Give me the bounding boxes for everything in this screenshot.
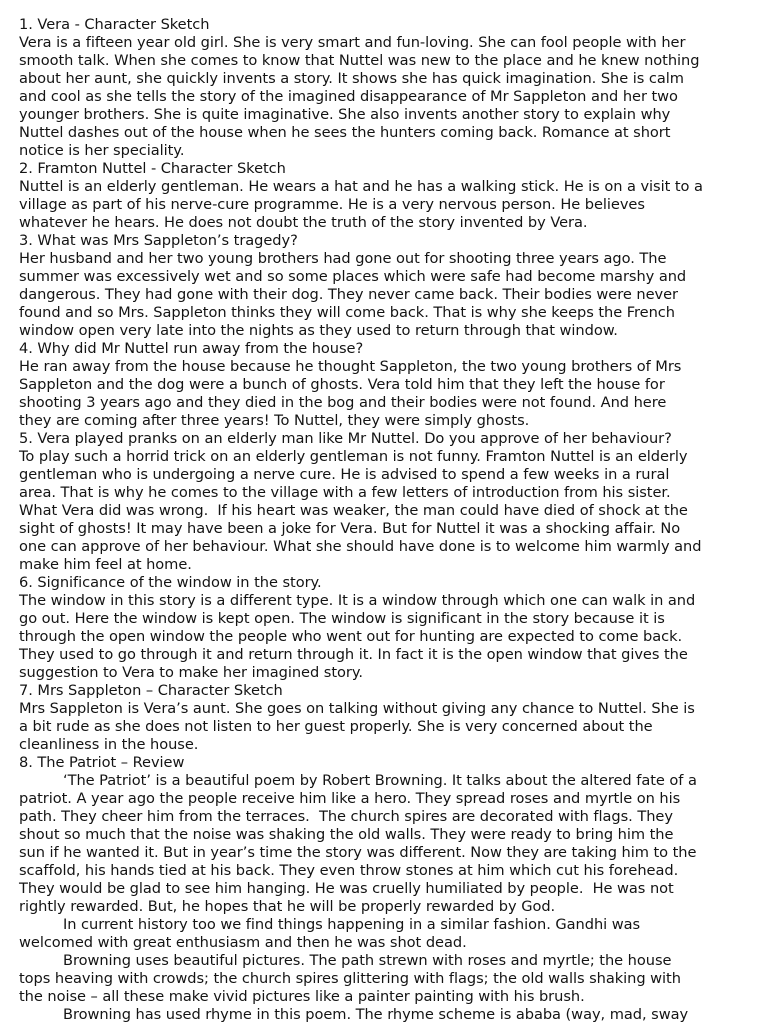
text-line: the noise – all these make vivid pictures like a painter painting with his brush. xyxy=(19,988,585,1005)
text-line: window open very late into the nights as they used to return through that window. xyxy=(19,322,618,339)
text-line: welcomed with great enthusiasm and then he was shot dead. xyxy=(19,934,467,951)
text-line: To play such a horrid trick on an elderly gentleman is not funny. Framton Nuttel is an elderly xyxy=(19,448,688,465)
text-line: Sappleton and the dog were a bunch of ghosts. Vera told him that they left the house for xyxy=(19,376,665,393)
text-line: summer was excessively wet and so some places which were safe had become marshy and xyxy=(19,268,687,285)
text-line: younger brothers. She is quite imaginative. She also invents another story to explain why xyxy=(19,106,671,123)
text-line: make him feel at home. xyxy=(19,556,192,573)
text-line: they are coming after three years! To Nuttel, they were simply ghosts. xyxy=(19,412,530,429)
text-line: 1. Vera - Character Sketch xyxy=(19,16,210,33)
text-line: 5. Vera played pranks on an elderly man like Mr Nuttel. Do you approve of her behaviour? xyxy=(19,430,672,447)
text-line: ‘The Patriot’ is a beautiful poem by Robert Browning. It talks about the altered fate of a xyxy=(63,772,697,789)
text-line: notice is her speciality. xyxy=(19,142,185,159)
text-line: scaffold, his hands tied at his back. They even throw stones at him which cut his forehead. xyxy=(19,862,679,879)
text-line: Nuttel is an elderly gentleman. He wears a hat and he has a walking stick. He is on a visit to a xyxy=(19,178,703,195)
text-line: about her aunt, she quickly invents a story. It shows she has quick imagination. She is calm xyxy=(19,70,684,87)
text-line: The window in this story is a different type. It is a window through which one can walk in and xyxy=(19,592,696,609)
text-line: found and so Mrs. Sappleton thinks they will come back. That is why she keeps the French xyxy=(19,304,675,321)
text-line: Mrs Sappleton is Vera’s aunt. She goes on talking without giving any chance to Nuttel. She is xyxy=(19,700,695,717)
text-line: rightly rewarded. But, he hopes that he will be properly rewarded by God. xyxy=(19,898,556,915)
text-line: smooth talk. When she comes to know that Nuttel was new to the place and he knew nothing xyxy=(19,52,700,69)
text-line: a bit rude as she does not listen to her guest properly. She is very concerned about the xyxy=(19,718,653,735)
text-line: tops heaving with crowds; the church spires glittering with flags; the old walls shaking with xyxy=(19,970,681,987)
text-line: shout so much that the noise was shaking the old walls. They were ready to bring him the xyxy=(19,826,674,843)
text-line: cleanliness in the house. xyxy=(19,736,199,753)
text-line: In current history too we find things happening in a similar fashion. Gandhi was xyxy=(63,916,641,933)
text-line: Vera is a fifteen year old girl. She is very smart and fun-loving. She can fool people with her xyxy=(19,34,686,51)
text-line: through the open window the people who went out for hunting are expected to come back. xyxy=(19,628,683,645)
text-line: Browning has used rhyme in this poem. The rhyme scheme is ababa (way, mad, sway xyxy=(63,1006,689,1023)
text-line: village as part of his nerve-cure programme. He is a very nervous person. He believes xyxy=(19,196,645,213)
text-line: They used to go through it and return through it. In fact it is the open window that gives the xyxy=(19,646,688,663)
text-line: sun if he wanted it. But in year’s time the story was different. Now they are taking him to the xyxy=(19,844,697,861)
text-line: dangerous. They had gone with their dog. They never came back. Their bodies were never xyxy=(19,286,678,303)
text-line: What Vera did was wrong. If his heart was weaker, the man could have died of shock at the xyxy=(19,502,688,519)
text-line: and cool as she tells the story of the imagined disappearance of Mr Sappleton and her two xyxy=(19,88,678,105)
text-line: Browning uses beautiful pictures. The path strewn with roses and myrtle; the house xyxy=(63,952,672,969)
text-line: gentleman who is undergoing a nerve cure. He is advised to spend a few weeks in a rural xyxy=(19,466,670,483)
text-line: patriot. A year ago the people receive him like a hero. They spread roses and myrtle on his xyxy=(19,790,681,807)
text-line: 6. Significance of the window in the story. xyxy=(19,574,322,591)
text-line: sight of ghosts! It may have been a joke for Vera. But for Nuttel it was a shocking affair. No xyxy=(19,520,681,537)
text-line: Her husband and her two young brothers had gone out for shooting three years ago. The xyxy=(19,250,667,267)
text-line: 3. What was Mrs Sappleton’s tragedy? xyxy=(19,232,298,249)
text-line: They would be glad to see him hanging. He was cruelly humiliated by people. He was not xyxy=(19,880,674,897)
text-line: area. That is why he comes to the village with a few letters of introduction from his sister. xyxy=(19,484,671,501)
text-line: 2. Framton Nuttel - Character Sketch xyxy=(19,160,286,177)
text-line: 8. The Patriot – Review xyxy=(19,754,185,771)
text-line: go out. Here the window is kept open. The window is significant in the story because it is xyxy=(19,610,665,627)
text-line: one can approve of her behaviour. What she should have done is to welcome him warmly and xyxy=(19,538,702,555)
text-line: path. They cheer him from the terraces. The church spires are decorated with flags. They xyxy=(19,808,673,825)
text-line: Nuttel dashes out of the house when he sees the hunters coming back. Romance at short xyxy=(19,124,671,141)
text-line: suggestion to Vera to make her imagined story. xyxy=(19,664,363,681)
text-line: shooting 3 years ago and they died in the bog and their bodies were not found. And here xyxy=(19,394,667,411)
text-line: 4. Why did Mr Nuttel run away from the house? xyxy=(19,340,364,357)
document-body xyxy=(19,16,755,1024)
text-line: 7. Mrs Sappleton – Character Sketch xyxy=(19,682,283,699)
text-line: He ran away from the house because he thought Sappleton, the two young brothers of Mrs xyxy=(19,358,682,375)
text-line: whatever he hears. He does not doubt the truth of the story invented by Vera. xyxy=(19,214,588,231)
